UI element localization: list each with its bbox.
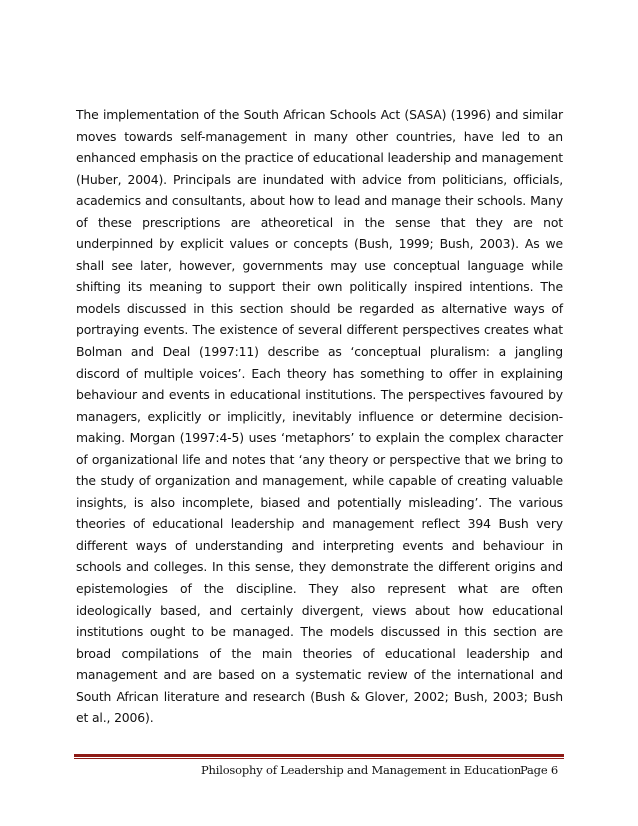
body-paragraph: The implementation of the South African Schools Act (SASA) (1996) and similar moves towards self-management in many other countries, have led to an enhanced emphasis on the practice of educational leadership and management (Huber, 2004). Principals are inundated with advice from politicians, officials, academics and consultants, about how to lead and manage their schools. Many of these prescriptions are atheoretical in the sense that they are not underpinned by explicit values or concepts (Bush, 1999; Bush, 2003). As we shall see later, however, governments may use conceptual language while shifting its meaning to support their own politically inspired intentions. The models discussed in this section should be regarded as alternative ways of portraying events. The existence of several different perspectives creates what Bolman and Deal (1997:11) describe as ‘conceptual pluralism: a jangling discord of multiple voices’. Each theory has something to offer in explaining behaviour and events in educational institutions. The perspectives favoured by managers, explicitly or implicitly, inevitably influence or determine decision-making. Morgan (1997:4-5) uses ‘metaphors’ to explain the complex character of organizational life and notes that ‘any theory or perspective that we bring to the study of organization and management, while capable of creating valuable insights, is also incomplete, biased and potentially misleading’. The various theories of educational leadership and management reflect 394 Bush very different ways of understanding and interpreting events and behaviour in schools and colleges. In this sense, they demonstrate the different origins and epistemologies of the discipline. They also represent what are often ideologically based, and certainly divergent, views about how educational institutions ought to be managed. The models discussed in this section are broad compilations of the main theories of educational leadership and management and are based on a systematic review of the international and South African literature and research (Bush & Glover, 2002; Bush, 2003; Bush et al., 2006). [76, 107, 563, 726]
footer-title: Philosophy of Leadership and Management in Education [201, 763, 522, 777]
footer-rule-thick [74, 754, 564, 757]
footer-rule-thin [74, 758, 564, 759]
page-number: Page 6 [520, 763, 559, 777]
